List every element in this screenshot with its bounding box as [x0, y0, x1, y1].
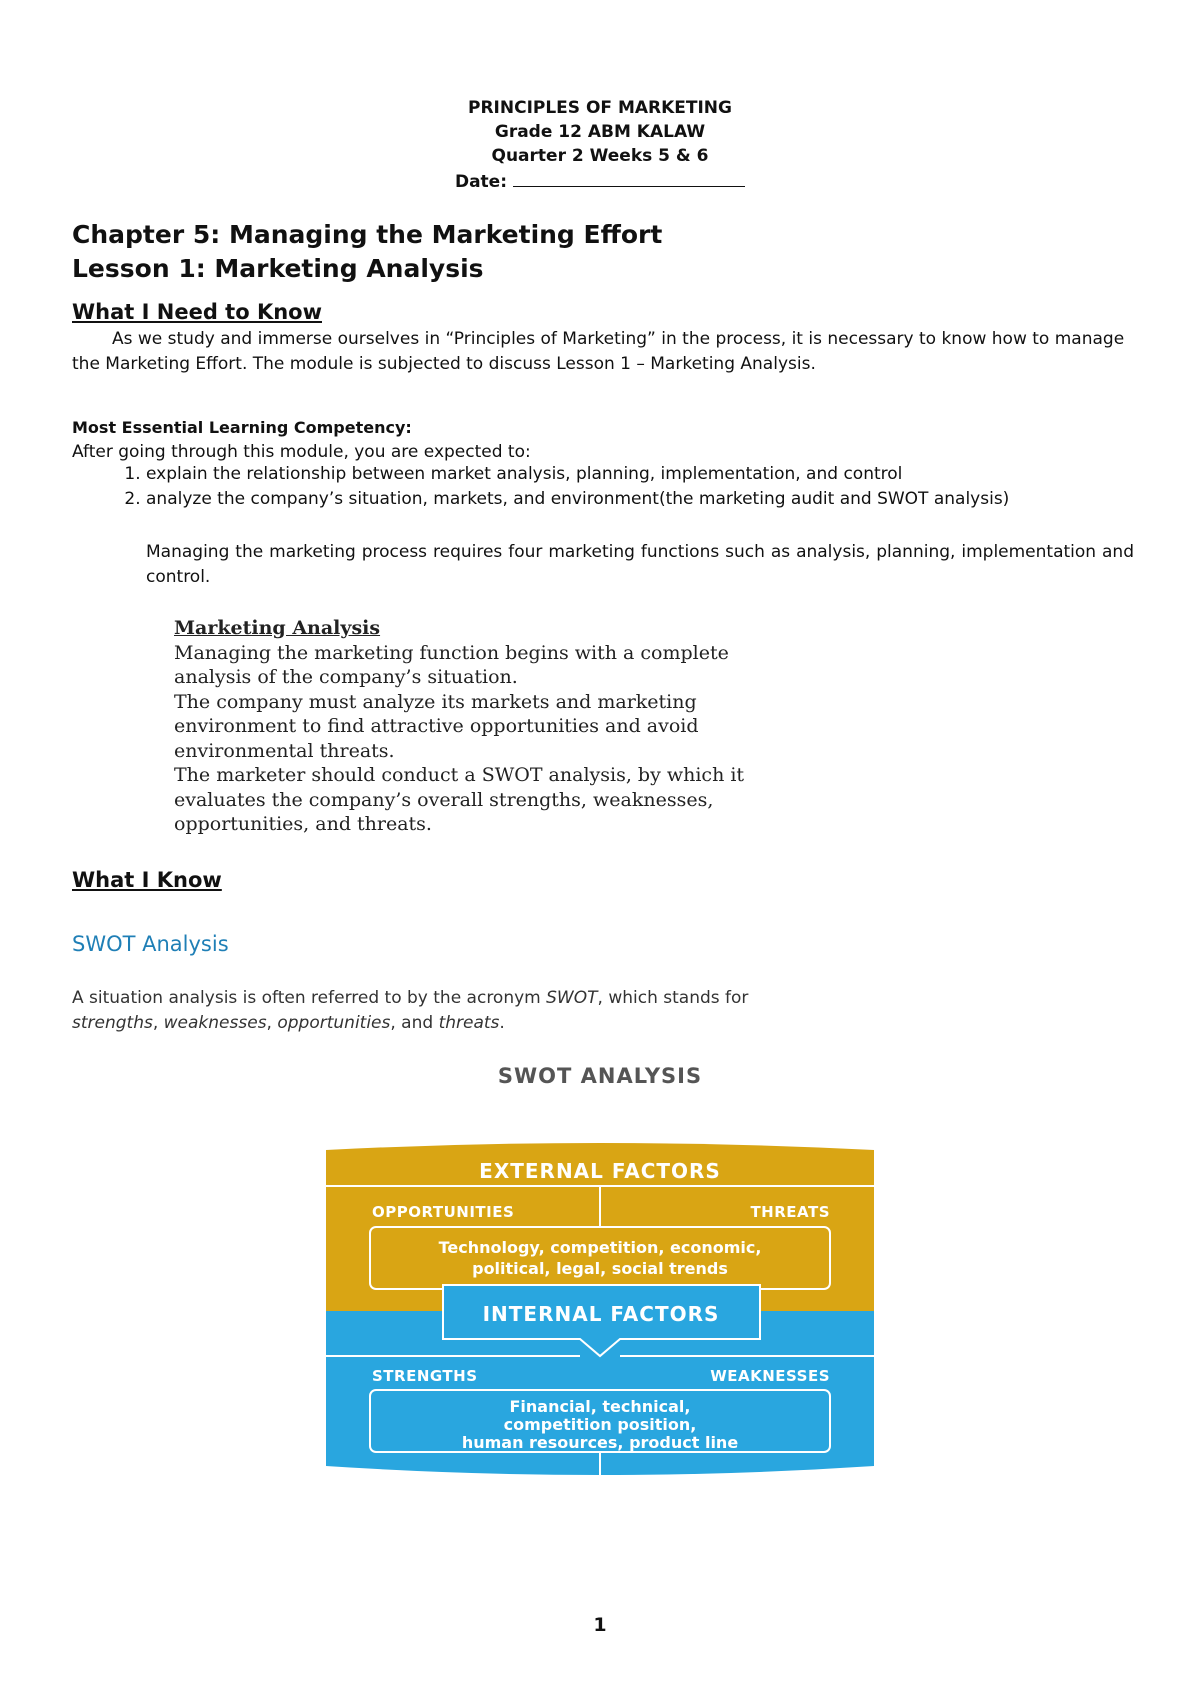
grade-section: Grade 12 ABM KALAW: [494, 122, 706, 142]
internal-box-text-3: human resources, product line: [461, 1433, 739, 1452]
marketing-analysis-title: Marketing Analysis: [174, 617, 381, 639]
date-label: Date:: [454, 172, 508, 192]
lesson-title: Lesson 1: Marketing Analysis: [72, 254, 484, 283]
competency-intro: After going through this module, you are expected to:: [72, 442, 531, 462]
desc-strengths: strengths: [72, 1013, 153, 1033]
desc-opportunities: opportunities: [277, 1013, 391, 1033]
excerpt-line: Managing the marketing function begins with a complete: [174, 641, 729, 664]
strengths-label: STRENGTHS: [372, 1367, 478, 1385]
need-to-know-paragraph: As we study and immerse ourselves in “Principles of Marketing” in the process, it is necessary to know how to manage the Marketing Effort. The module is subjected to discuss Lesson 1 – Marketing Analysis.: [72, 329, 1125, 374]
desc-text: .: [499, 1013, 505, 1033]
desc-text: A situation analysis is often referred to by the acronym: [72, 988, 547, 1008]
desc-weaknesses: weaknesses: [163, 1013, 267, 1033]
managing-paragraph: Managing the marketing process requires four marketing functions such as analysis, planning, implementation and control.: [146, 542, 1134, 587]
page-number: 1: [593, 1614, 607, 1636]
what-i-know-heading: What I Know: [72, 868, 222, 892]
competency-item: 2. analyze the company’s situation, markets, and environment(the marketing audit and SWOT analysis): [146, 487, 1146, 512]
course-title: PRINCIPLES OF MARKETING: [467, 98, 732, 118]
external-box-text-1: Technology, competition, economic,: [438, 1238, 762, 1257]
desc-text: , and: [390, 1013, 439, 1033]
desc-text: , which stands for: [597, 988, 749, 1008]
weaknesses-label: WEAKNESSES: [710, 1367, 830, 1385]
excerpt-line: analysis of the company’s situation.: [174, 666, 518, 688]
desc-swot: SWOT: [546, 988, 598, 1008]
opportunities-label: OPPORTUNITIES: [372, 1203, 515, 1221]
swot-section-heading: SWOT Analysis: [72, 932, 229, 956]
excerpt-line: The company must analyze its markets and marketing: [174, 690, 697, 713]
internal-factors-label: INTERNAL FACTORS: [482, 1302, 720, 1326]
excerpt-line: environment to find attractive opportunities and avoid: [174, 715, 699, 737]
external-box-text-2: political, legal, social trends: [472, 1259, 728, 1278]
desc-threats: threats: [438, 1013, 500, 1033]
internal-box-text-2: competition position,: [503, 1415, 697, 1434]
desc-text: ,: [266, 1013, 278, 1033]
competency-heading: Most Essential Learning Competency:: [72, 418, 412, 437]
chapter-title: Chapter 5: Managing the Marketing Effort: [72, 220, 663, 249]
excerpt-line: The marketer should conduct a SWOT analysis, by which it: [174, 764, 745, 786]
internal-box-text-1: Financial, technical,: [509, 1397, 691, 1416]
excerpt-line: evaluates the company’s overall strengths, weaknesses,: [174, 788, 714, 811]
desc-text: ,: [152, 1013, 164, 1033]
excerpt-line: opportunities, and threats.: [174, 813, 432, 835]
excerpt-line: environmental threats.: [174, 739, 395, 762]
swot-diagram-title: SWOT ANALYSIS: [497, 1064, 703, 1088]
quarter-weeks: Quarter 2 Weeks 5 & 6: [491, 146, 709, 166]
need-to-know-heading: What I Need to Know: [72, 300, 322, 324]
external-factors-label: EXTERNAL FACTORS: [479, 1159, 721, 1183]
threats-label: THREATS: [750, 1203, 830, 1221]
competency-item: 1. explain the relationship between market analysis, planning, implementation, and control: [146, 462, 1146, 487]
